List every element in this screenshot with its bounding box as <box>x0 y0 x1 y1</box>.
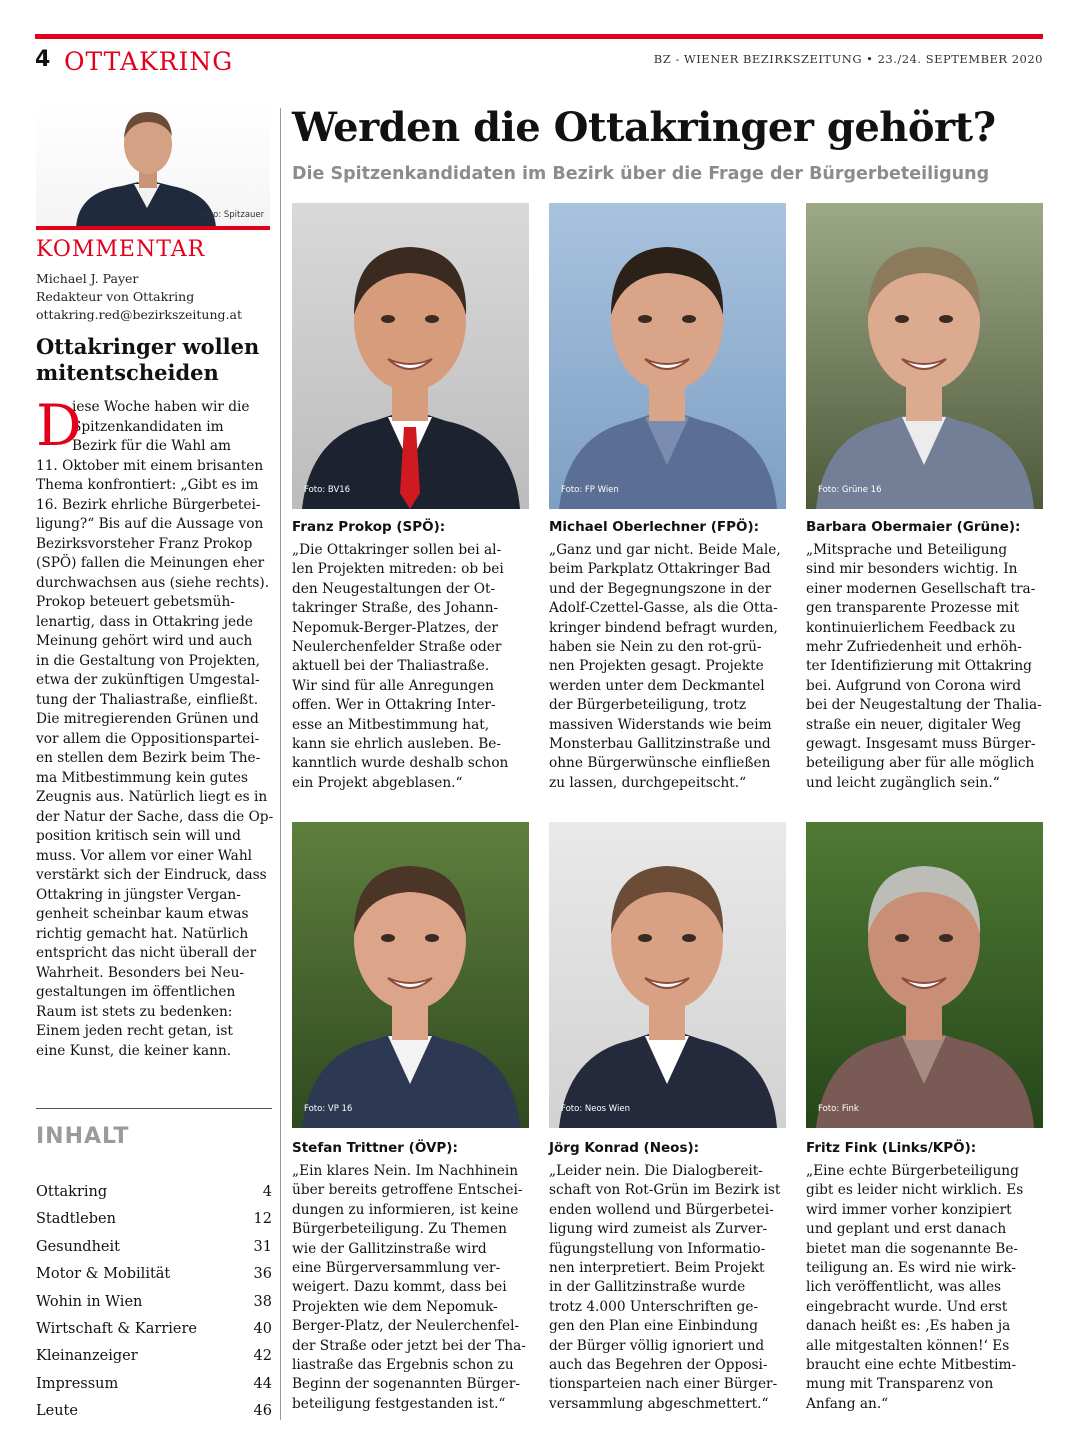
quote-line: gewagt. Insgesamt muss Bürger- <box>806 735 1036 752</box>
quote-line: offen. Wer in Ottakring Inter- <box>292 697 496 714</box>
candidate-quote <box>549 1162 799 1414</box>
quote-line: werden unter dem Deckmantel <box>549 677 765 694</box>
quote-line: beteiligung aber für alle möglich <box>806 755 1035 772</box>
quote-line: der Bürger völlig ignoriert und <box>549 1337 765 1354</box>
quote-line: liastraße das Ergebnis schon zu <box>292 1356 514 1373</box>
candidate-photo <box>806 203 1043 509</box>
quote-line: versammlung abgeschmettert.“ <box>549 1395 769 1412</box>
kommentar-line: Ottakring in jüngster Vergan- <box>36 886 241 903</box>
toc-page: 46 <box>253 1403 272 1420</box>
quote-line: wie der Gallitzinstraße wird <box>292 1240 487 1257</box>
quote-line: schaft von Rot-Grün im Bezirk ist <box>549 1182 781 1199</box>
kommentar-line: ligung?“ Bis auf die Aussage von <box>36 516 264 532</box>
candidate-photo-credit: Foto: FP Wien <box>561 485 619 495</box>
kommentar-line: 16. Bezirk ehrliche Bürgerbetei- <box>36 496 261 513</box>
quote-line: danach heißt es: ‚Es haben ja <box>806 1318 1011 1335</box>
dropcap: D <box>36 393 82 459</box>
quote-line: „Mitsprache und Beteiligung <box>806 542 1008 558</box>
toc-label: Impressum <box>36 1375 119 1392</box>
quote-line: mehr Zufriedenheit und erhöh- <box>806 638 1022 655</box>
candidate-name: Jörg Konrad (Neos): <box>549 1140 700 1156</box>
page-number: 4 <box>35 47 51 72</box>
quote-line: „Eine echte Bürgerbeteiligung <box>806 1163 1019 1179</box>
toc-label: Leute <box>36 1403 78 1420</box>
kommentar-line: Spitzenkandidaten im <box>72 418 224 435</box>
toc-page: 31 <box>253 1238 272 1255</box>
toc-page: 38 <box>253 1293 272 1310</box>
quote-line: über bereits getroffene Entschei- <box>292 1182 523 1199</box>
quote-line: lich veröffentlicht, was alles <box>806 1279 1002 1296</box>
quote-line: den Neugestaltungen der Ot- <box>292 580 496 597</box>
candidate-name: Stefan Trittner (ÖVP): <box>292 1140 458 1156</box>
toc-label: Ottakring <box>36 1184 108 1200</box>
quote-line: gen den Plan eine Einbindung <box>549 1318 759 1335</box>
quote-line: alle mitgestalten können!‘ Es <box>806 1337 1010 1354</box>
candidate-photo-credit: Foto: Fink <box>818 1104 859 1114</box>
quote-line: „Ein klares Nein. Im Nachhinein <box>292 1163 519 1179</box>
quote-line: fügungstellung von Informatio- <box>549 1240 766 1257</box>
kommentar-line: Die mitregierenden Grünen und <box>36 711 259 727</box>
kommentar-line: lenartig, dass in Ottakring jede <box>36 613 253 630</box>
candidate-quote <box>806 1162 1056 1414</box>
quote-line: „Die Ottakringer sollen bei al- <box>292 542 502 558</box>
toc-page: 36 <box>253 1266 272 1283</box>
toc-label: Motor & Mobilität <box>36 1266 171 1283</box>
kommentar-line: der Natur der Sache, dass die Op- <box>36 808 274 825</box>
quote-line: der Bürgerbeteiligung, trotz <box>549 697 747 714</box>
quote-line: in der Gallitzinstraße wurde <box>549 1279 746 1296</box>
candidate-quote <box>292 1162 542 1414</box>
quote-line: bei der Neugestaltung der Thalia- <box>806 697 1042 714</box>
kommentar-line: gestaltungen im öffentlichen <box>36 984 236 1000</box>
quote-line: und der Begegnungszone in der <box>549 580 772 597</box>
kommentar-line: verstärkt sich der Eindruck, dass <box>36 867 267 883</box>
candidate-photo <box>549 822 786 1128</box>
candidate-quote <box>806 541 1056 793</box>
table-of-contents <box>36 1184 272 1431</box>
quote-line: Anfang an.“ <box>806 1395 889 1412</box>
article-headline: Werden die Ottakringer gehört? <box>292 104 996 151</box>
quote-line: tionsparteien nach einer Bürger- <box>549 1376 778 1393</box>
candidate-photo-credit: Foto: BV16 <box>304 485 351 495</box>
kommentar-line: iese Woche haben wir die <box>72 399 250 415</box>
kommentar-line: etwa der zukünftigen Umgestal- <box>36 672 260 688</box>
kommentar-line: Bezirk für die Wahl am <box>72 438 232 454</box>
quote-line: ligung wird zumeist als Zurver- <box>549 1221 768 1238</box>
quote-line: kringer bindend befragt wurden, <box>549 619 778 636</box>
candidate-photo-credit: Foto: Neos Wien <box>561 1104 631 1114</box>
toc-item[interactable] <box>36 1184 272 1211</box>
toc-item[interactable] <box>36 1211 272 1238</box>
kommentar-line: Prokop beteuert gebetsmüh- <box>36 594 235 610</box>
issue-line: BZ - WIENER BEZIRKSZEITUNG • 23./24. SEPTEMBER 2020 <box>653 52 1043 66</box>
candidate-photo <box>806 822 1043 1128</box>
kommentar-line: Meinung gehört wird und auch <box>36 633 253 649</box>
quote-line: zu lassen, durchgepeitscht.“ <box>549 774 747 791</box>
quote-line: kann sie ehrlich ausleben. Be- <box>292 735 501 752</box>
quote-line: beim Parkplatz Ottakringer Bad <box>549 561 771 578</box>
quote-line: enden wollend und Bürgerbetei- <box>549 1201 774 1218</box>
quote-line: ter Identifizierung mit Ottakring <box>806 658 1032 675</box>
quote-line: teiligung an. Es wird nie wirk- <box>806 1259 1016 1276</box>
quote-line: kontinuierlichem Feedback zu <box>806 619 1016 636</box>
kommentar-line: tung der Thaliastraße, einfließt. <box>36 691 259 708</box>
kommentar-line: entspricht das nicht überall der <box>36 945 257 961</box>
quote-line: straße ein neuer, digitaler Weg <box>806 716 1022 733</box>
quote-line: Wir sind für alle Anregungen <box>292 677 494 694</box>
kommentar-label: KOMMENTAR <box>36 237 206 262</box>
kommentar-line: Raum ist stets zu bedenken: <box>36 1003 233 1020</box>
quote-line: Berger-Platz, der Neulerchenfel- <box>292 1318 520 1335</box>
toc-item[interactable] <box>36 1239 272 1266</box>
kommentar-rule <box>36 226 270 230</box>
quote-line: und geplant und erst danach <box>806 1221 1007 1238</box>
toc-page: 12 <box>253 1211 272 1228</box>
candidate-photo-credit: Foto: VP 16 <box>304 1104 353 1114</box>
quote-line: nen Projekten gesagt. Projekte <box>549 658 764 675</box>
kommentar-line: en stellen dem Bezirk beim The- <box>36 750 261 766</box>
kommentar-line: Zeugnis aus. Natürlich liegt es in <box>36 789 268 805</box>
header-rule <box>35 34 1043 39</box>
author-role: Redakteur von Ottakring <box>36 289 195 304</box>
toc-item[interactable] <box>36 1321 272 1348</box>
kommentar-line: Einem jeden recht getan, ist <box>36 1023 233 1039</box>
kommentar-body <box>36 393 274 1061</box>
kommentar-line: genheit scheinbar kaum etwas <box>36 906 249 922</box>
toc-page: 42 <box>253 1348 272 1365</box>
kommentar-headline-line: mitentscheiden <box>36 360 219 385</box>
quote-line: Nepomuk-Berger-Platzes, der <box>292 619 498 636</box>
quote-line: weigert. Dazu kommt, dass bei <box>292 1279 507 1296</box>
toc-label: Kleinanzeiger <box>36 1348 138 1365</box>
quote-line: aktuell bei der Thaliastraße. <box>292 658 490 675</box>
kommentar-line: position kritisch sein will und <box>36 828 241 844</box>
quote-line: eingebracht wurde. Und erst <box>806 1298 1008 1315</box>
inhalt-title: INHALT <box>36 1124 130 1149</box>
quote-line: „Ganz und gar nicht. Beide Male, <box>549 542 781 558</box>
author-info <box>36 270 242 324</box>
quote-line: Adolf-Czettel-Gasse, als die Otta- <box>549 600 778 617</box>
quote-line: massiven Widerstands wie beim <box>549 716 772 733</box>
kommentar-line: in die Gestaltung von Projekten, <box>36 652 261 669</box>
quote-line: trotz 4.000 Unterschriften ge- <box>549 1298 759 1315</box>
kommentar-line: richtig gemacht hat. Natürlich <box>36 925 249 942</box>
quote-line: takringer Straße, des Johann- <box>292 600 499 617</box>
quote-line: beteiligung festgestanden ist.“ <box>292 1395 506 1412</box>
candidate-photo <box>549 203 786 509</box>
kommentar-line: Wahrheit. Besonders bei Neu- <box>36 964 245 981</box>
column-divider <box>280 108 281 1420</box>
quote-line: Projekten wie dem Nepomuk- <box>292 1298 498 1315</box>
quote-line: sind mir besonders wichtig. In <box>806 561 1018 578</box>
article-subheadline: Die Spitzenkandidaten im Bezirk über die Frage der Bürgerbeteiligung <box>292 164 990 184</box>
author-name: Michael J. Payer <box>36 271 139 286</box>
kommentar-line: 11. Oktober mit einem brisanten <box>36 457 264 474</box>
quote-line: wird immer vorher konzipiert <box>806 1201 1012 1218</box>
quote-line: „Leider nein. Die Dialogbereit- <box>549 1163 763 1179</box>
toc-label: Stadtleben <box>36 1211 116 1228</box>
kommentar-line: eine Kunst, die keiner kann. <box>36 1042 232 1059</box>
quote-line: Beginn der sogenannten Bürger- <box>292 1376 520 1393</box>
candidate-quote <box>549 541 799 793</box>
quote-line: esse an Mitbestimmung hat, <box>292 716 490 733</box>
quote-line: haben sie Nein zu den rot-grü- <box>549 638 762 655</box>
candidate-name: Michael Oberlechner (FPÖ): <box>549 519 760 535</box>
toc-item[interactable] <box>36 1376 272 1403</box>
quote-line: gen transparente Prozesse mit <box>806 600 1020 617</box>
quote-line: dungen zu informieren, ist keine <box>292 1201 519 1218</box>
kommentar-line: muss. Vor allem vor einer Wahl <box>36 847 253 864</box>
quote-line: bei. Aufgrund von Corona wird <box>806 677 1022 694</box>
quote-line: nen interpretiert. Beim Projekt <box>549 1259 765 1276</box>
toc-item[interactable] <box>36 1348 272 1375</box>
quote-line: ein Projekt abgeblasen.“ <box>292 774 463 791</box>
quote-line: braucht eine echte Mitbestim- <box>806 1356 1017 1373</box>
candidate-name: Franz Prokop (SPÖ): <box>292 519 446 535</box>
inhalt-rule <box>36 1108 272 1109</box>
quote-line: und leicht zugänglich sein.“ <box>806 774 1000 791</box>
quote-line: Neulerchenfelder Straße oder <box>292 638 502 655</box>
kommentar-line: Bezirksvorsteher Franz Prokop <box>36 535 253 552</box>
kommentar-headline-line: Ottakringer wollen <box>36 334 260 359</box>
toc-label: Wirtschaft & Karriere <box>36 1320 197 1337</box>
quote-line: Bürgerbeteiligung. Zu Themen <box>292 1221 507 1238</box>
candidate-name: Barbara Obermaier (Grüne): <box>806 519 1021 535</box>
quote-line: len Projekten mitreden: ob bei <box>292 561 504 578</box>
toc-label: Wohin in Wien <box>36 1293 143 1310</box>
candidate-photo-credit: Foto: Grüne 16 <box>818 485 882 495</box>
toc-page: 44 <box>253 1375 272 1392</box>
quote-line: mung mit Transparenz von <box>806 1376 994 1393</box>
candidate-name: Fritz Fink (Links/KPÖ): <box>806 1140 977 1156</box>
quote-line: gibt es leider nicht wirklich. Es <box>806 1182 1024 1199</box>
toc-item[interactable] <box>36 1294 272 1321</box>
candidate-quote <box>292 541 542 793</box>
toc-page: 40 <box>253 1320 272 1337</box>
quote-line: kanntlich wurde deshalb schon <box>292 755 509 772</box>
quote-line: ohne Bürgerwünsche einfließen <box>549 755 771 772</box>
quote-line: der Straße oder jetzt bei der Tha- <box>292 1337 526 1354</box>
toc-page: 4 <box>262 1184 272 1200</box>
author-email[interactable]: ottakring.red@bezirkszeitung.at <box>36 307 242 322</box>
kommentar-line: durchwachsen aus (siehe rechts). <box>36 574 270 591</box>
section-title: OTTAKRING <box>64 47 234 76</box>
candidate-photo <box>292 203 529 509</box>
quote-line: einer modernen Gesellschaft tra- <box>806 580 1036 597</box>
quote-line: Monsterbau Gallitzinstraße und <box>549 735 771 752</box>
kommentar-line: ma Mitbestimmung kein gutes <box>36 769 248 786</box>
toc-item[interactable] <box>36 1266 272 1293</box>
quote-line: bietet man die sogenannte Be- <box>806 1240 1019 1257</box>
quote-line: auch das Begehren der Opposi- <box>549 1356 768 1373</box>
kommentar-headline <box>36 334 272 386</box>
kommentar-line: Thema konfrontiert: „Gibt es im <box>36 477 259 493</box>
author-photo-credit: Foto: Spitzauer <box>200 210 265 220</box>
kommentar-line: (SPÖ) fallen die Meinungen eher <box>36 555 265 571</box>
candidate-photo <box>292 822 529 1128</box>
toc-item[interactable] <box>36 1403 272 1430</box>
quote-line: eine Bürgerversammlung ver- <box>292 1259 501 1276</box>
kommentar-line: vor allem die Oppositionspartei- <box>36 730 260 747</box>
toc-label: Gesundheit <box>36 1238 120 1255</box>
